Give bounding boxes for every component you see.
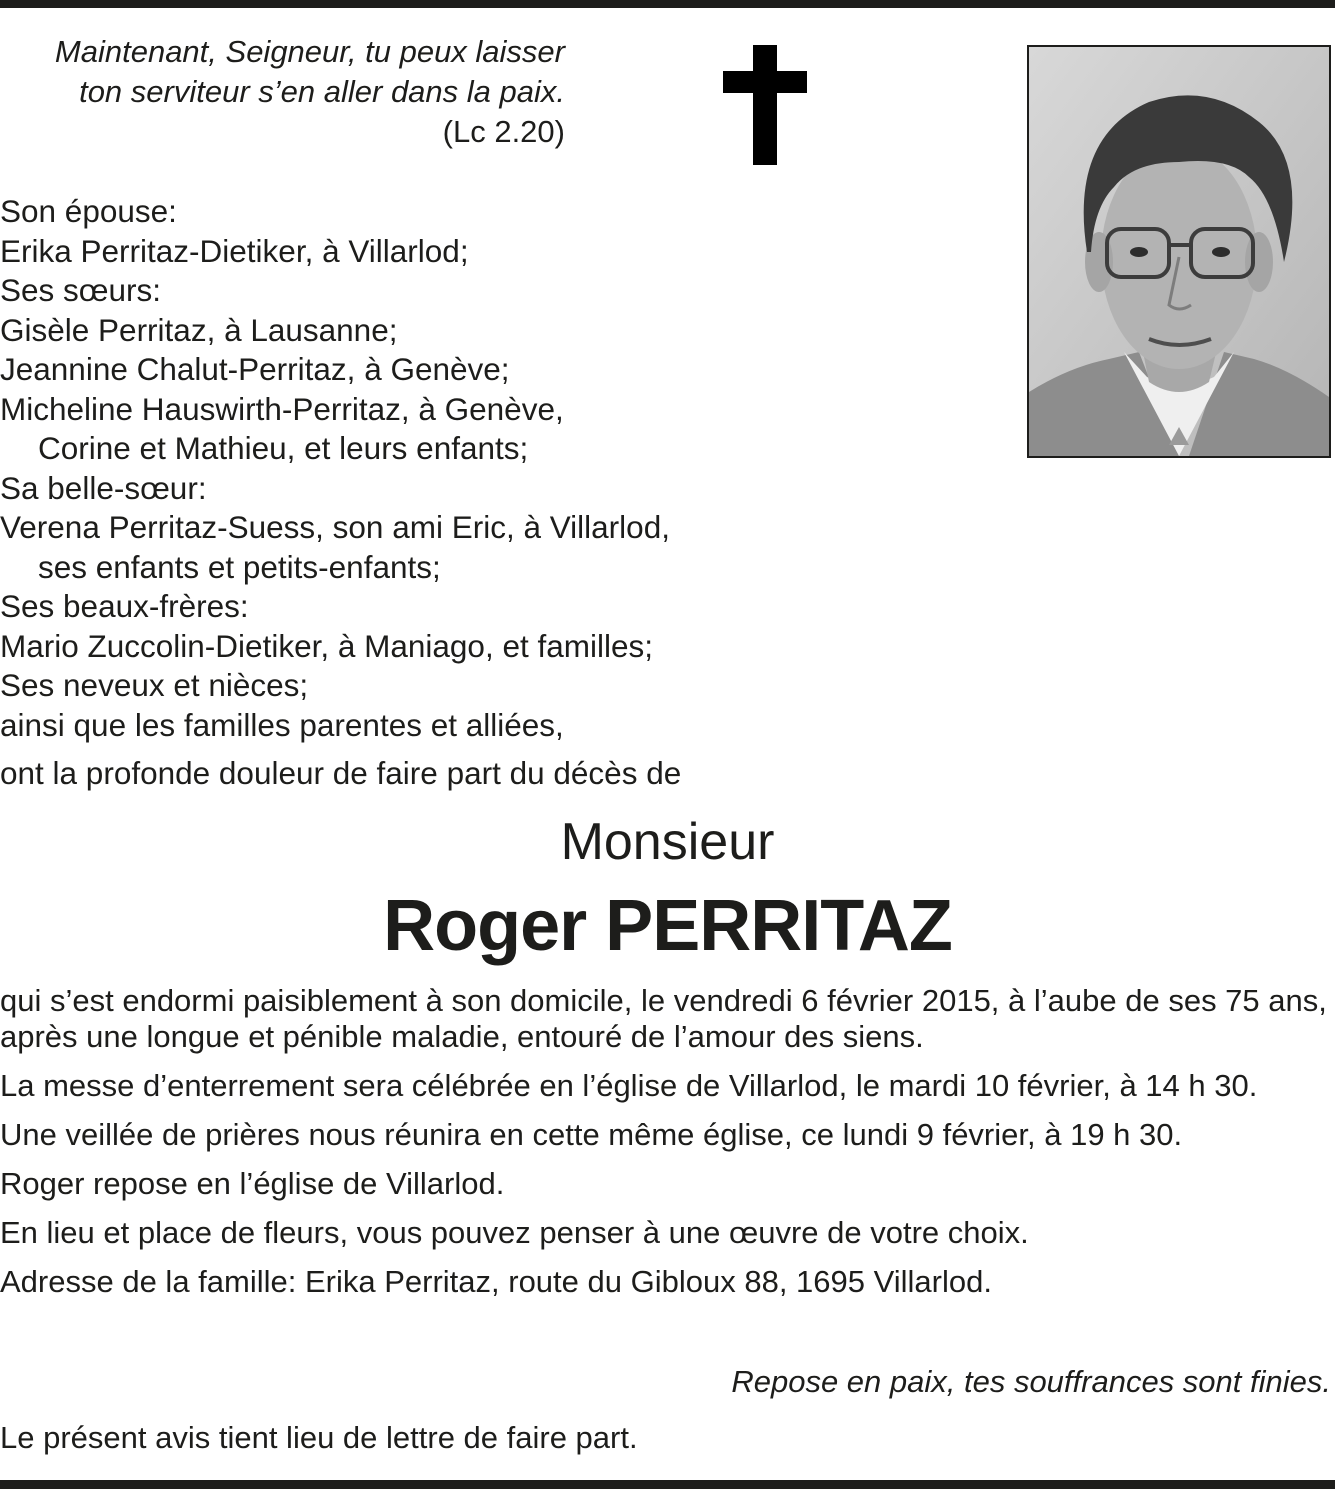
family-line: Corine et Mathieu, et leurs enfants; xyxy=(38,430,529,466)
family-line: Ses sœurs: xyxy=(0,272,162,308)
body-paragraph: Adresse de la famille: Erika Perritaz, route du Gibloux 88, 1695 Villarlod. xyxy=(0,1264,992,1299)
announcement-body xyxy=(0,983,1335,1313)
family-line: Verena Perritaz-Suess, son ami Eric, à Villarlod, xyxy=(0,509,670,545)
quote-line-1: Maintenant, Seigneur, tu peux laisser xyxy=(54,34,565,69)
body-paragraph: Une veillée de prières nous réunira en cette même église, ce lundi 9 février, à 19 h 30. xyxy=(0,1117,1183,1152)
body-paragraph: Roger repose en l’église de Villarlod. xyxy=(0,1166,505,1201)
closing-line: Repose en paix, tes souffrances sont finies. xyxy=(731,1364,1331,1399)
family-line: Sa belle-sœur: xyxy=(0,469,207,506)
family-line: Erika Perritaz-Dietiker, à Villarlod; xyxy=(0,232,469,269)
body-paragraph: qui s’est endormi paisiblement à son domicile, le vendredi 6 février 2015, à l’aube de ses 75 ans, après une longue et pénible maladie, entouré de l’amour des siens. xyxy=(0,983,1327,1054)
family-line: Gisèle Perritaz, à Lausanne; xyxy=(0,311,398,348)
body-paragraph: La messe d’enterrement sera célébrée en l’église de Villarlod, le mardi 10 février, à 14 h 30. xyxy=(0,1068,1258,1103)
family-line: Mario Zuccolin-Dietiker, à Maniago, et familles; xyxy=(0,627,653,664)
body-paragraph: En lieu et place de fleurs, vous pouvez penser à une œuvre de votre choix. xyxy=(0,1215,1029,1250)
deceased-name: Roger PERRITAZ xyxy=(383,886,952,966)
family-line: Ses beaux-frères: xyxy=(0,588,249,624)
quote-reference: (Lc 2.20) xyxy=(442,114,565,149)
honorific-title: Monsieur xyxy=(560,813,775,871)
cross-icon xyxy=(723,45,807,165)
scripture-quote xyxy=(0,32,565,152)
announcement-intro: ont la profonde douleur de faire part du décès de xyxy=(0,755,682,791)
family-line: Ses neveux et nièces; xyxy=(0,667,309,703)
family-line: ainsi que les familles parentes et alliées, xyxy=(0,706,564,743)
family-line: Son épouse: xyxy=(0,193,177,229)
portrait-photo xyxy=(1027,45,1331,458)
family-line: Jeannine Chalut-Perritaz, à Genève; xyxy=(0,351,510,387)
family-line: Micheline Hauswirth-Perritaz, à Genève, xyxy=(0,390,564,427)
notice-line: Le présent avis tient lieu de lettre de faire part. xyxy=(0,1420,638,1455)
family-list xyxy=(0,192,900,745)
bottom-border-rule xyxy=(0,1480,1335,1489)
quote-line-2: ton serviteur s’en aller dans la paix. xyxy=(79,74,565,109)
top-border-rule xyxy=(0,0,1335,8)
family-line: ses enfants et petits-enfants; xyxy=(38,548,441,585)
